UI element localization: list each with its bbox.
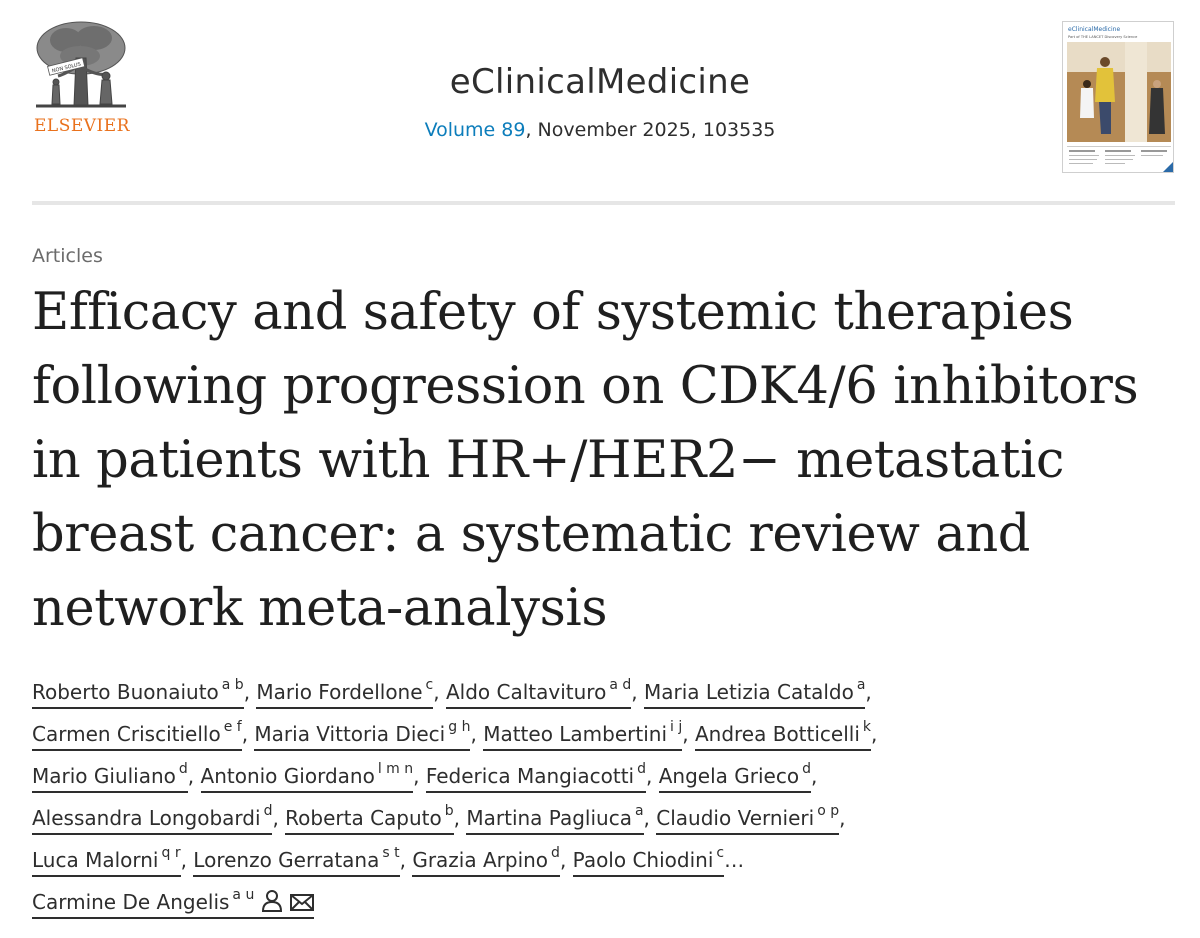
volume-link[interactable]: Volume 89 [424,119,526,141]
svg-text:eClinicalMedicine: eClinicalMedicine [1068,26,1121,33]
publisher-name: ELSEVIER [34,116,130,136]
author-row [32,881,1172,923]
svg-text:NON SOLUS: NON SOLUS [51,61,82,75]
author-link[interactable]: Maria Letizia Cataldo $^a$ [644,680,865,709]
author-link[interactable]: Antonio Giordano $^{l m n}$ [201,764,414,793]
author-link[interactable]: Angela Grieco $^d$ [659,764,811,793]
affiliation-marker: d [637,761,647,778]
author-row: Roberto Buonaiuto $^{a b}$, Mario Fordellone $^c$, Aldo Caltavituro $^{a d}$, Maria Letizia Cataldo $^a$, [32,671,1172,713]
person-icon [262,884,282,926]
svg-text:Part of THE LANCET Discovery S: Part of THE LANCET Discovery Science [1068,35,1138,39]
affiliation-marker: l m n [377,761,414,778]
author-link[interactable]: Maria Vittoria Dieci $^{g h}$ [254,722,470,751]
author-row: Luca Malorni $^{q r}$, Lorenzo Gerratana $^{s t}$, Grazia Arpino $^d$, Paolo Chiodini $^c$… [32,839,1172,881]
author-list [32,671,1172,923]
affiliation-marker: d [551,845,560,862]
author-link[interactable]: Alessandra Longobardi $^d$ [32,806,272,835]
corresponding-author-link[interactable]: Carmine De Angelis $^{a u}$ [32,890,314,919]
article-title [32,276,1172,646]
author-row: Mario Giuliano $^d$, Antonio Giordano $^{l m n}$, Federica Mangiacotti $^d$, Angela Grieco $^d$, [32,755,1172,797]
author-row: Carmen Criscitiello $^{e f}$, Maria Vittoria Dieci $^{g h}$, Matteo Lambertini $^{i j}$, Andrea Botticelli $^k$, [32,713,1172,755]
cover-image [1063,22,1174,173]
author-row: Alessandra Longobardi $^d$, Roberta Caputo $^b$, Martina Pagliuca $^a$, Claudio Vernieri $^{o p}$, [32,797,1172,839]
envelope-icon [290,884,314,926]
affiliation-marker: a d [609,677,632,694]
author-link[interactable]: Claudio Vernieri $^{o p}$ [656,806,839,835]
author-link[interactable]: Paolo Chiodini $^c$ [573,848,724,877]
affiliation-marker: b [444,803,454,820]
header-divider [32,201,1175,205]
affiliation-marker: d [263,803,273,820]
affiliation-marker: a b [221,677,244,694]
journal-header [0,0,1200,204]
affiliation-marker: o p [817,803,840,820]
affiliation-marker: a [634,803,644,820]
article-title-line: Efficacy and safety of systemic therapies [32,283,1074,342]
article-type-label: Articles [32,245,103,267]
article-title-line: following progression on CDK4/6 inhibitors [32,357,1139,416]
affiliation-marker: d [178,761,188,778]
issue-line [0,117,1200,143]
journal-title-block [0,60,1200,104]
author-link[interactable]: Lorenzo Gerratana $^{s t}$ [193,848,399,877]
author-link[interactable]: Andrea Botticelli $^k$ [695,722,871,751]
affiliation-marker: k [862,719,871,736]
affiliation-marker: g h [448,719,471,736]
author-link[interactable]: Mario Fordellone $^c$ [256,680,433,709]
affiliation-marker: a u [232,887,255,904]
affiliation-marker: s t [382,845,400,862]
affiliation-marker: e f [223,719,242,736]
issue-details: , November 2025, 103535 [525,119,776,141]
author-link[interactable]: Mario Giuliano $^d$ [32,764,188,793]
author-link[interactable]: Federica Mangiacotti $^d$ [426,764,646,793]
author-link[interactable]: Roberta Caputo $^b$ [285,806,453,835]
author-link[interactable]: Grazia Arpino $^d$ [412,848,560,877]
affiliation-marker: c [425,677,434,694]
affiliation-marker: c [716,845,725,862]
journal-cover-thumbnail[interactable] [1062,21,1174,173]
article-title-line: breast cancer: a systematic review and [32,505,1031,564]
author-link[interactable]: Luca Malorni $^{q r}$ [32,848,181,877]
article-title-line: network meta-analysis [32,579,608,638]
affiliation-marker: i j [670,719,683,736]
journal-title-link[interactable]: eClinicalMedicine [449,62,751,102]
affiliation-marker: q r [161,845,181,862]
article-title-line: in patients with HR+/HER2− metastatic [32,431,1065,490]
author-link[interactable]: Carmen Criscitiello $^{e f}$ [32,722,242,751]
author-link[interactable]: Aldo Caltavituro $^{a d}$ [446,680,631,709]
author-link[interactable]: Martina Pagliuca $^a$ [466,806,643,835]
affiliation-marker: a [856,677,866,694]
author-ellipsis: … [724,848,745,872]
affiliation-marker: d [802,761,811,778]
author-link[interactable]: Roberto Buonaiuto $^{a b}$ [32,680,244,709]
author-link[interactable]: Matteo Lambertini $^{i j}$ [483,722,682,751]
